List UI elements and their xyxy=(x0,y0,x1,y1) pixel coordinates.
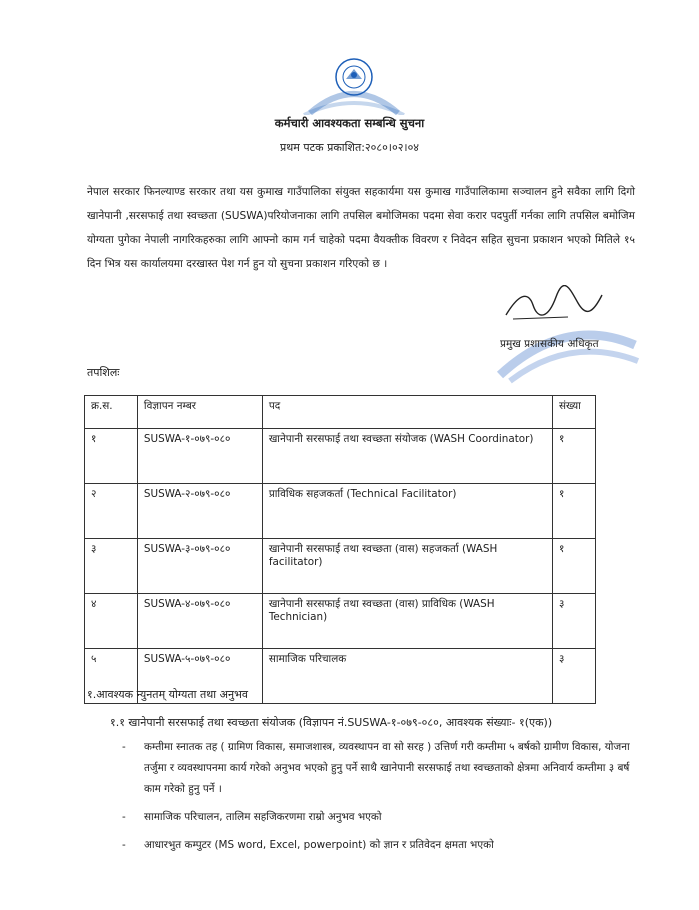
table-row xyxy=(85,484,596,539)
row-code: SUSWA-२-०७९-०८० xyxy=(137,484,262,539)
row-post: खानेपानी सरसफाई तथा स्वच्छता (वास) प्राविधिक (WASH Technician) xyxy=(262,594,552,649)
row-sn: २ xyxy=(85,484,138,539)
requirement-text: सामाजिक परिचालन, तालिम सहजिकरणमा राम्रो अनुभव भएको xyxy=(144,811,382,823)
row-count: ३ xyxy=(553,649,596,704)
row-code: SUSWA-३-०७९-०८० xyxy=(137,539,262,594)
row-post: खानेपानी सरसफाई तथा स्वच्छता (वास) सहजकर्ता (WASH facilitator) xyxy=(262,539,552,594)
notice-body: नेपाल सरकार फिनल्याण्ड सरकार तथा यस कुमाख गाउँपालिका संयुक्त सहकार्यमा यस कुमाख गाउँपालिकामा सञ्चालन हुने सवैका लागि दिगो खानेपानी ,सरसफाई तथा स्वच्छता (SUSWA)परियोजनाका लागि तपसिल बमोजिमका पदमा सेवा करार पदपुर्ती गर्नका लागि तपसिल बमोजिम योग्यता पुगेका नेपाली नागरिकहरुका लागि आफ्नो काम गर्न चाहेको पदमा वैयक्तीक विवरण र निवेदन सहित सुचना प्रकाशन भएको मितिले १५ दिन भित्र यस कार्यालयमा दरखास्त पेश गर्न हुन यो सुचना प्रकाशन गरिएको छ । xyxy=(87,186,635,270)
table-row xyxy=(85,539,596,594)
row-sn: ३ xyxy=(85,539,138,594)
table-row xyxy=(85,594,596,649)
requirement-list xyxy=(122,737,642,863)
table-header-row xyxy=(85,396,596,429)
column-header-count: संख्या xyxy=(553,396,596,429)
row-sn: ५ xyxy=(85,649,138,704)
list-item xyxy=(122,807,642,828)
table-row xyxy=(85,429,596,484)
row-count: ३ xyxy=(553,594,596,649)
row-sn: ४ xyxy=(85,594,138,649)
row-post: सामाजिक परिचालक xyxy=(262,649,552,704)
dash-bullet: - xyxy=(122,811,126,823)
dash-bullet: - xyxy=(122,839,126,851)
row-sn: १ xyxy=(85,429,138,484)
list-item xyxy=(122,737,642,800)
list-item xyxy=(122,835,642,856)
column-header-code: विज्ञापन नम्बर xyxy=(137,396,262,429)
notice-title: कर्मचारी आवश्यकता सम्बन्धि सुचना xyxy=(274,116,425,130)
requirement-text: आधारभुत कम्पुटर (MS word, Excel, powerpoint) को ज्ञान र प्रतिवेदन क्षमता भएको xyxy=(144,839,494,851)
office-seal-logo xyxy=(300,55,408,115)
column-header-sn: क्र.स. xyxy=(85,396,138,429)
row-post: प्राविधिक सहजकर्ता (Technical Facilitator) xyxy=(262,484,552,539)
row-count: १ xyxy=(553,539,596,594)
row-post: खानेपानी सरसफाई तथा स्वच्छता संयोजक (WASH Coordinator) xyxy=(262,429,552,484)
row-code: SUSWA-४-०७९-०८० xyxy=(137,594,262,649)
subsection-title: १.१ खानेपानी सरसफाई तथा स्वच्छता संयोजक (विज्ञापन नं.SUSWA-१-०७९-०८०, आवश्यक संख्याः- १(एक)) xyxy=(110,716,553,729)
row-count: १ xyxy=(553,429,596,484)
published-date: प्रथम पटक प्रकाशित:२०८०।०२।०४ xyxy=(279,141,420,154)
row-code: SUSWA-५-०७९-०८० xyxy=(137,649,262,704)
row-code: SUSWA-१-०७९-०८० xyxy=(137,429,262,484)
requirement-text: कम्तीमा स्नातक तह ( ग्रामिण विकास, समाजशास्त्र, व्यवस्थापन वा सो सरह ) उत्तिर्ण गरी कम्तीमा ५ बर्षको ग्रामीण विकास, योजना तर्जुमा र व्यवस्थापनमा कार्य गरेको अनुभव भएको हुनु पर्ने साथै खानेपानी सरसफाई तथा स्वच्छताको क्षेत्रमा अनिवार्य कम्तीमा ३ बर्ष काम गरेको हुनु पर्ने । xyxy=(144,741,630,795)
section-title: १.आवश्यक न्युनतम् योग्यता तथा अनुभव xyxy=(87,688,248,701)
details-label: तपशिलः xyxy=(87,366,120,379)
column-header-post: पद xyxy=(262,396,552,429)
dash-bullet: - xyxy=(122,741,126,753)
row-count: १ xyxy=(553,484,596,539)
officer-title: प्रमुख प्रशासकीय अधिकृत xyxy=(500,338,599,350)
vacancy-table xyxy=(84,395,596,704)
